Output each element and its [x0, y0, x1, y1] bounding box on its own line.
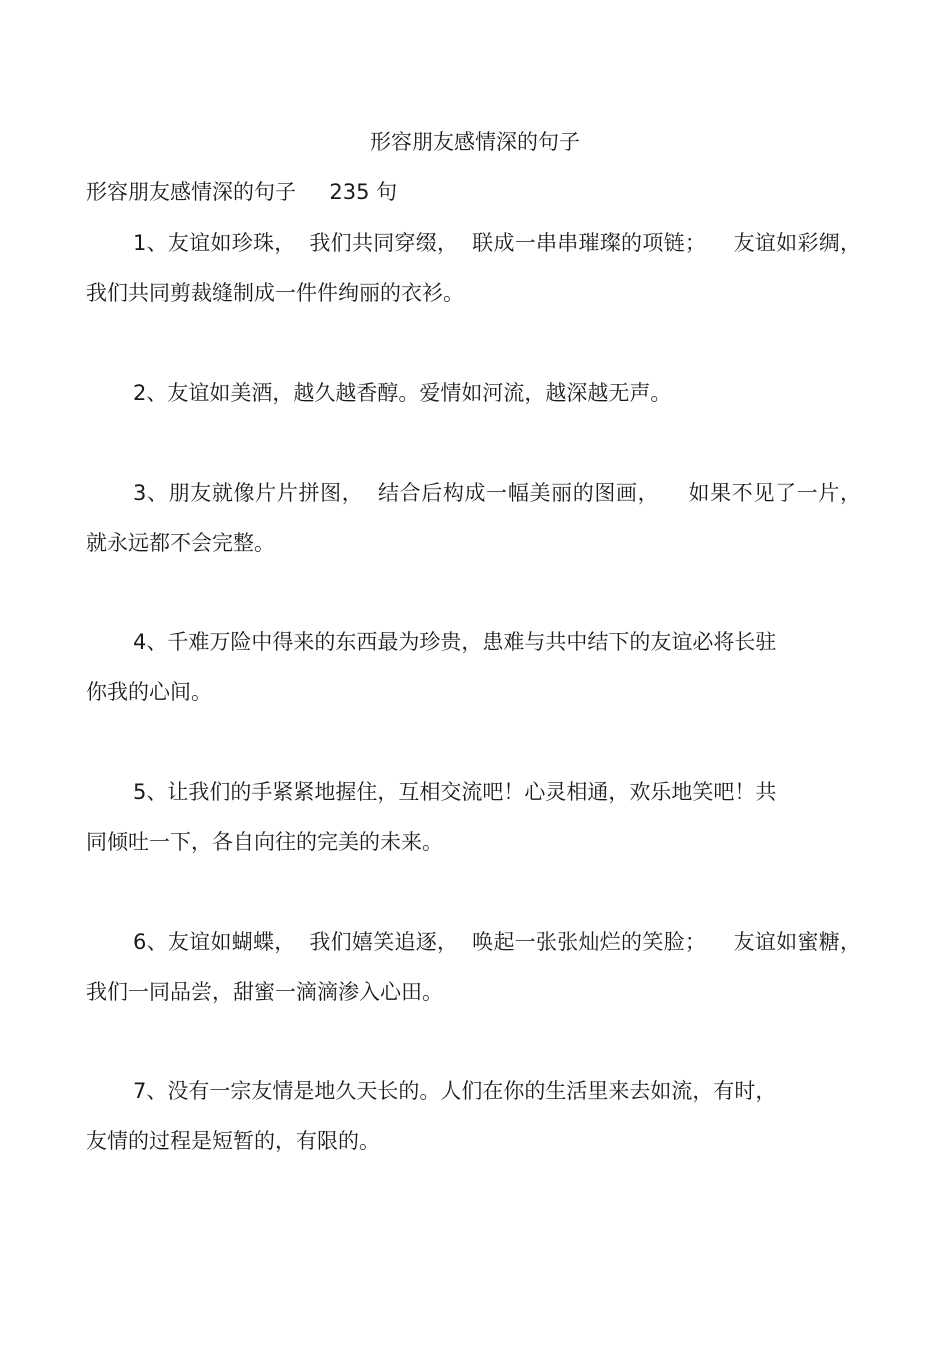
- paragraph-6-line-2: 我们一同品尝，甜蜜一滴滴渗入心田。: [86, 980, 443, 1004]
- page-title: 形容朋友感情深的句子: [370, 130, 580, 154]
- paragraph-5-line-1: 5、让我们的手紧紧地握住，互相交流吧！心灵相通，欢乐地笑吧！共: [133, 780, 777, 804]
- paragraph-3-line-1: 3、朋友就像片片拼图， 结合后构成一幅美丽的图画， 如果不见了一片，: [133, 481, 861, 505]
- paragraph-6-line-1: 6、友谊如蝴蝶， 我们嬉笑追逐， 唤起一张张灿烂的笑脸； 友谊如蜜糖，: [133, 930, 861, 954]
- paragraph-4: [86, 627, 861, 727]
- paragraph-1-line-2: 我们共同剪裁缝制成一件件绚丽的衣衫。: [86, 281, 464, 305]
- paragraph-1: [86, 228, 861, 328]
- paragraph-3-line-2: 就永远都不会完整。: [86, 531, 275, 555]
- paragraph-2: [86, 378, 861, 428]
- paragraph-1-line-1: 1、友谊如珍珠， 我们共同穿缀， 联成一串串璀璨的项链； 友谊如彩绸，: [133, 231, 861, 255]
- page-subtitle: 形容朋友感情深的句子 235 句: [86, 180, 398, 204]
- paragraph-3: [86, 478, 861, 578]
- paragraph-2-line-1: 2、友谊如美酒，越久越香醇。爱情如河流，越深越无声。: [133, 381, 672, 405]
- paragraph-6: [86, 927, 861, 1027]
- paragraph-7-line-1: 7、没有一宗友情是地久天长的。人们在你的生活里来去如流，有时，: [133, 1079, 777, 1103]
- paragraph-4-line-1: 4、千难万险中得来的东西最为珍贵，患难与共中结下的友谊必将长驻: [133, 630, 777, 654]
- paragraph-5: [86, 777, 861, 877]
- paragraph-7: [86, 1076, 861, 1176]
- paragraph-5-line-2: 同倾吐一下，各自向往的完美的未来。: [86, 830, 443, 854]
- paragraph-7-line-2: 友情的过程是短暂的，有限的。: [86, 1129, 380, 1153]
- paragraph-4-line-2: 你我的心间。: [86, 680, 212, 704]
